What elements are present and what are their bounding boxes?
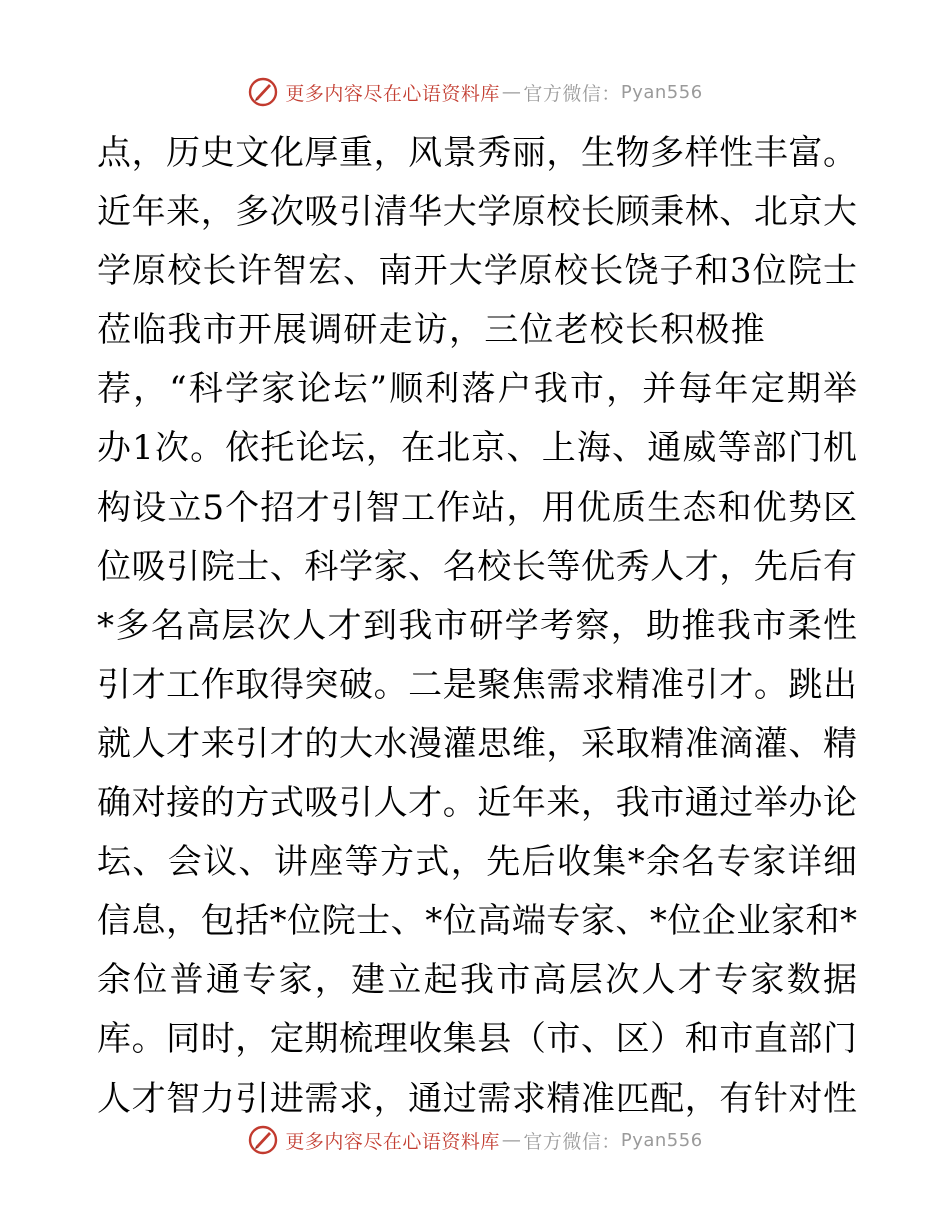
text-line: 坛、会议、讲座等方式，先后收集*余名专家详细 bbox=[97, 842, 857, 883]
text-line: 近年来，多次吸引清华大学原校长顾秉林、北京大 bbox=[97, 192, 857, 233]
watermark-side-text: 官方微信： bbox=[523, 1130, 621, 1153]
text-line: 人才智力引进需求，通过需求精准匹配，有针对性 bbox=[97, 1078, 857, 1119]
text-line: 构设立5个招才引智工作站，用优质生态和优势区 bbox=[97, 487, 857, 528]
text-line: 位吸引院士、科学家、名校长等优秀人才，先后有 bbox=[97, 546, 857, 587]
body-paragraph bbox=[97, 124, 857, 1129]
text-line: 点，历史文化厚重，风景秀丽，生物多样性丰富。 bbox=[97, 133, 857, 173]
quill-logo-icon bbox=[247, 76, 279, 108]
text-line: 信息，包括*位院士、*位高端专家、*位企业家和* bbox=[97, 901, 857, 942]
quill-logo-icon bbox=[247, 1124, 279, 1156]
footer-watermark bbox=[0, 1120, 950, 1160]
text-line: 确对接的方式吸引人才。近年来，我市通过举办论 bbox=[97, 783, 857, 824]
watermark-main-text: 更多内容尽在心语资料库 bbox=[285, 1130, 500, 1153]
watermark-account-id: Pyan556 bbox=[620, 81, 703, 103]
watermark-account-id: Pyan556 bbox=[620, 1129, 703, 1151]
text-line: 引才工作取得突破。二是聚焦需求精准引才。跳出 bbox=[97, 664, 857, 705]
text-line: *多名高层次人才到我市研学考察，助推我市柔性 bbox=[97, 605, 857, 646]
text-line: 余位普通专家，建立起我市高层次人才专家数据 bbox=[97, 960, 857, 1001]
text-line: 就人才来引才的大水漫灌思维，采取精准滴灌、精 bbox=[97, 723, 857, 764]
text-line: 荐，“科学家论坛”顺利落户我市，并每年定期举 bbox=[97, 369, 857, 410]
watermark-separator: — bbox=[501, 81, 522, 103]
watermark-side-text: 官方微信： bbox=[523, 82, 621, 105]
watermark-main-text: 更多内容尽在心语资料库 bbox=[285, 82, 500, 105]
header-watermark bbox=[0, 72, 950, 112]
text-line: 学原校长许智宏、南开大学原校长饶子和3位院士 bbox=[97, 251, 857, 292]
text-line: 办1次。依托论坛，在北京、上海、通威等部门机 bbox=[97, 428, 857, 469]
text-line: 莅临我市开展调研走访，三位老校长积极推 bbox=[97, 310, 766, 351]
text-line: 库。同时，定期梳理收集县（市、区）和市直部门 bbox=[97, 1019, 857, 1060]
watermark-separator: — bbox=[501, 1129, 522, 1151]
